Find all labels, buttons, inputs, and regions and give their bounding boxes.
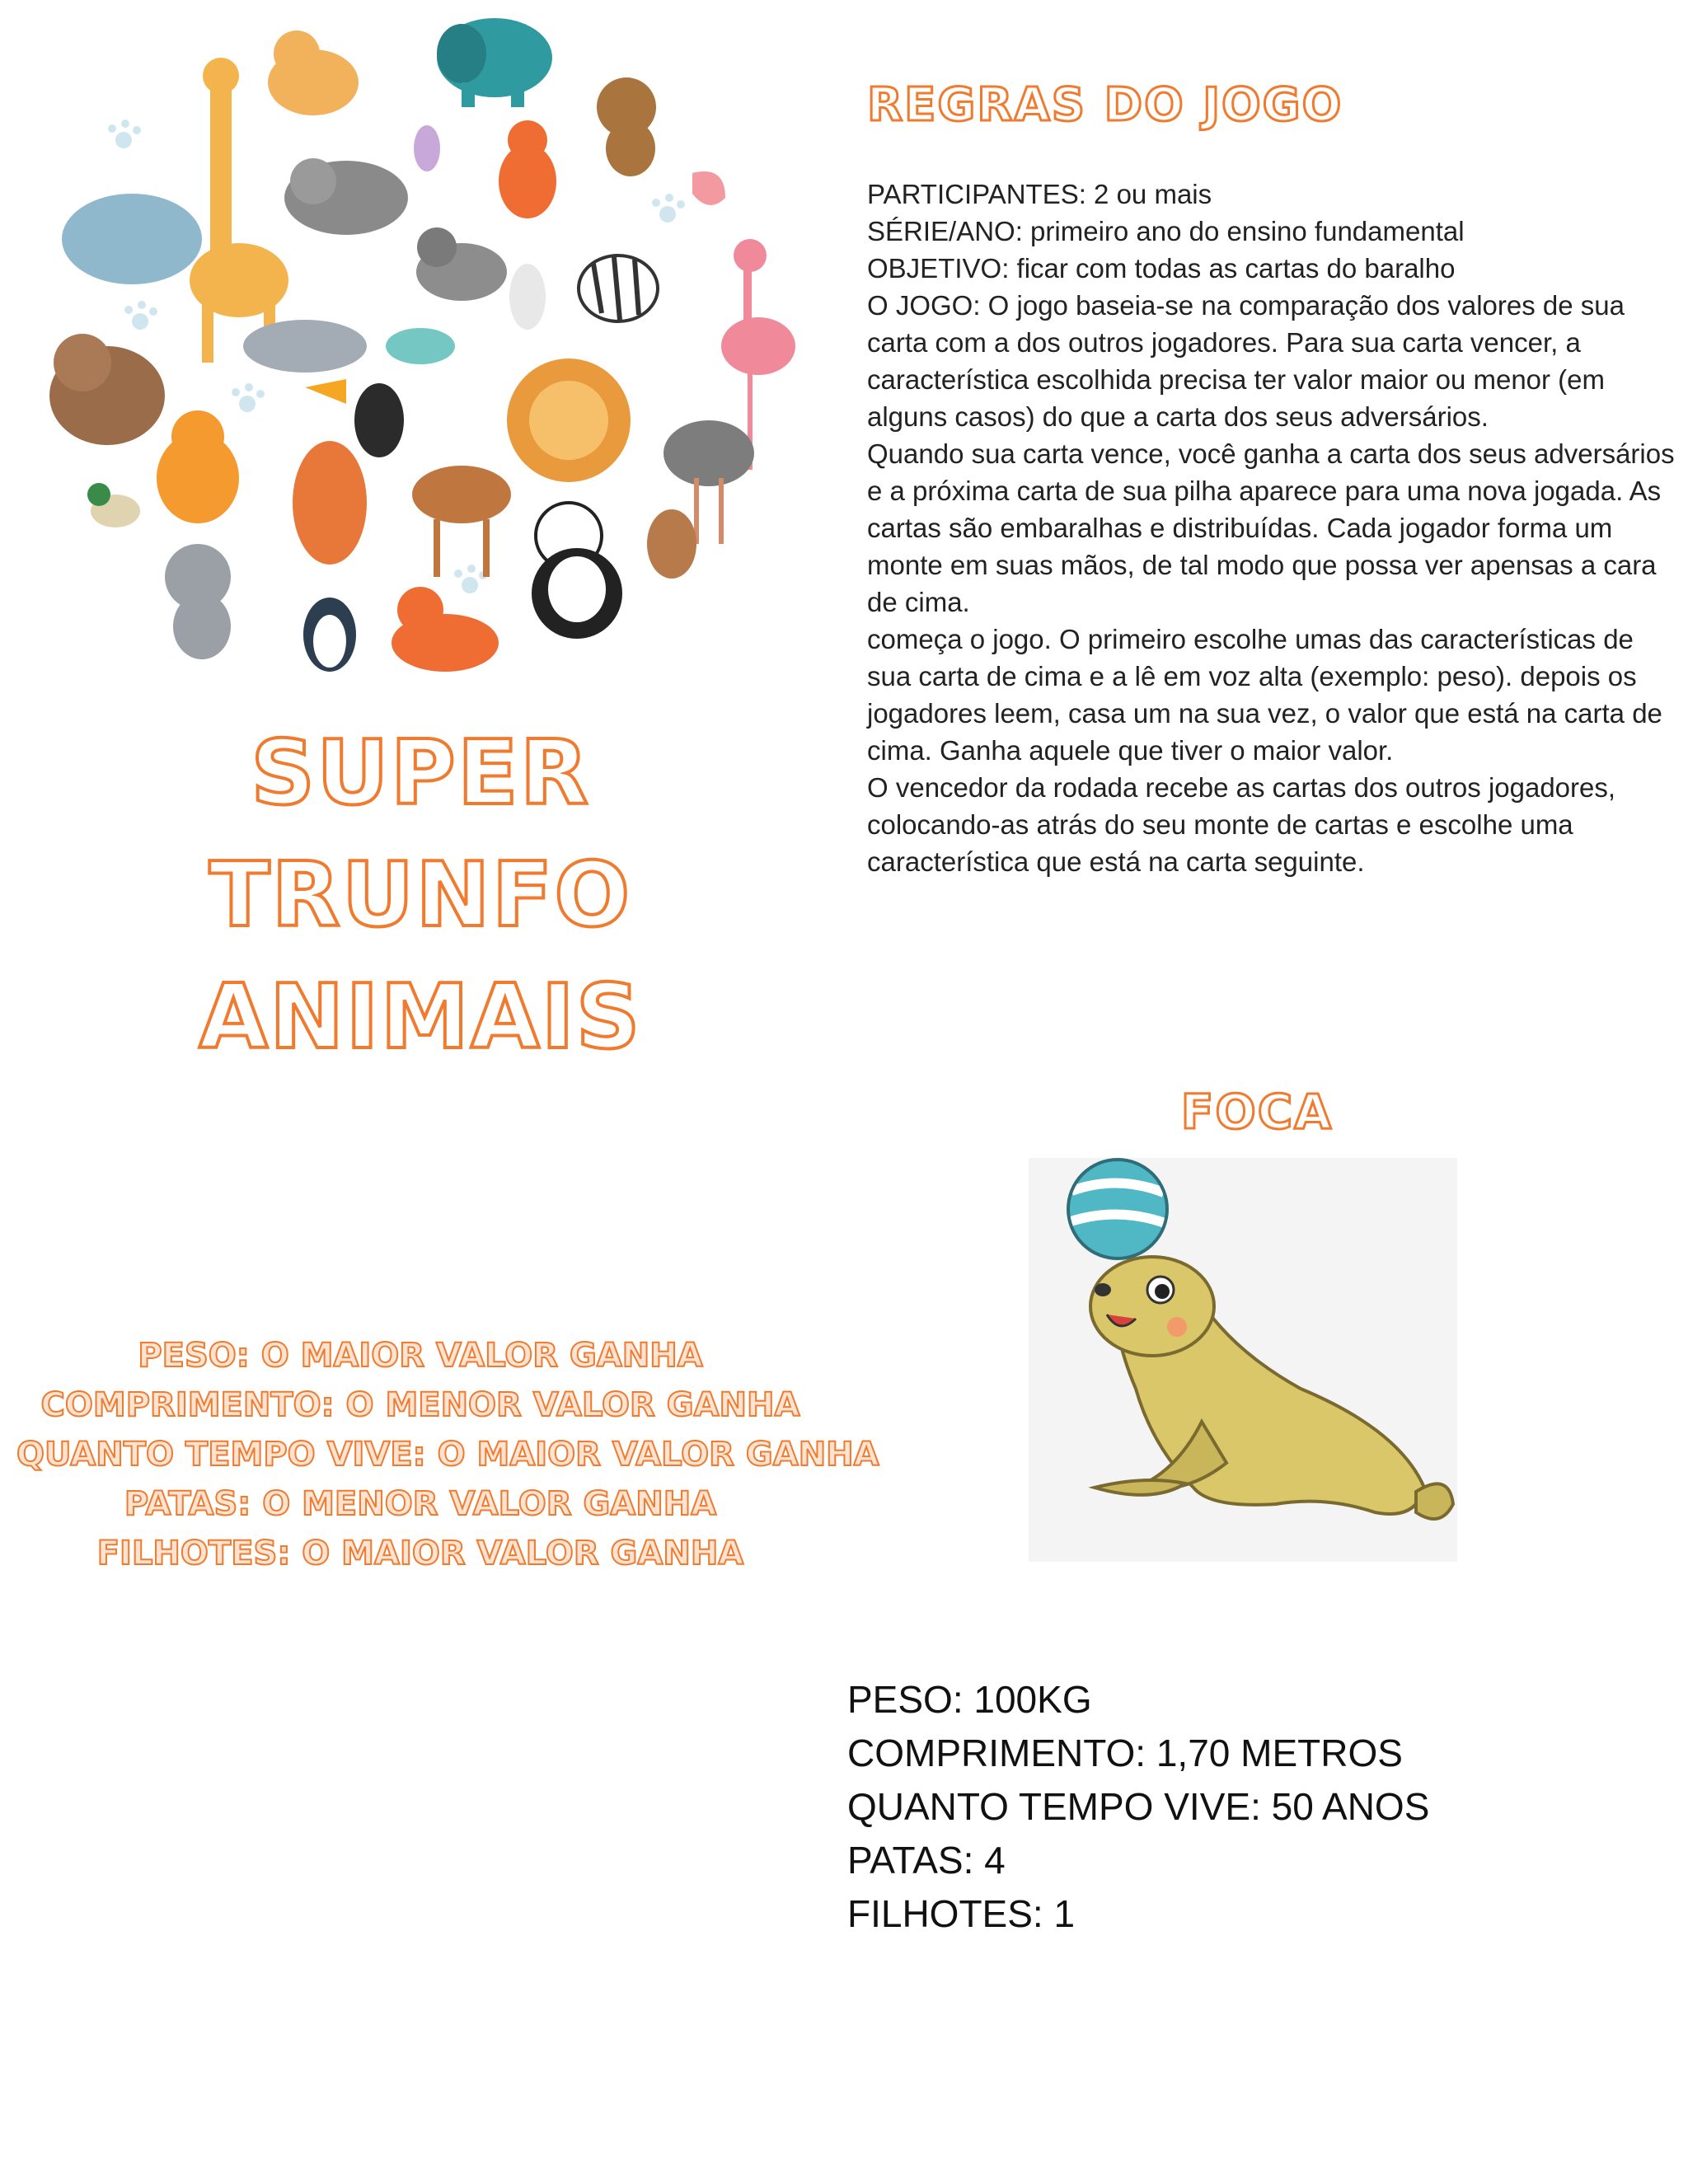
card-stat: PATAS: 4: [847, 1839, 1006, 1882]
main-title-line-2: ANIMAIS: [199, 966, 642, 1069]
rules-line: Quando sua carta vence, você ganha a carta dos seus adversários e a próxima carta de sua pilha aparece para uma nova jogada. As cartas são embaralhas e distribuídas. Cada jogador forma um monte em suas mãos, de tal modo que possa ver apensas a cara de cima.: [867, 438, 1682, 617]
criteria-item: PESO: O MAIOR VALOR GANHA: [138, 1337, 703, 1375]
rules-line: O vencedor da rodada recebe as cartas dos outros jogadores, colocando-as atrás do seu monte de cartas e escolhe uma característica que está na carta seguinte.: [867, 772, 1624, 877]
criteria-list: [16, 1331, 879, 1578]
card-stat: FILHOTES: 1: [847, 1892, 1076, 1935]
main-title-line-1: SUPER TRUNFO: [209, 722, 632, 947]
card-stat: QUANTO TEMPO VIVE: 50 ANOS: [847, 1785, 1430, 1828]
rules-line: O JOGO: O jogo baseia-se na comparação dos valores de sua carta com a dos outros jogadores. Para sua carta vencer, a característica escolhida precisa ter valor maior ou menor (em alguns casos) do que a carta dos seus adversários.: [867, 290, 1633, 432]
card-stats: [847, 1673, 1589, 1941]
animal-collage-image: [33, 8, 808, 692]
rules-line: OBJETIVO: ficar com todas as cartas do baralho: [867, 253, 1456, 284]
rules-line: SÉRIE/ANO: primeiro ano do ensino fundamental: [867, 216, 1465, 246]
criteria-item: PATAS: O MENOR VALOR GANHA: [124, 1485, 717, 1523]
rules-line: começa o jogo. O primeiro escolhe umas das características de sua carta de cima e a lê em voz alta (exemplo: peso). depois os jogadores leem, casa um na sua vez, o valor que está na carta de cima. Ganha aquele que tiver o maior valor.: [867, 624, 1671, 766]
card-title: FOCA: [1180, 1084, 1334, 1140]
criteria-item: COMPRIMENTO: O MENOR VALOR GANHA: [40, 1386, 800, 1424]
criteria-item: QUANTO TEMPO VIVE: O MAIOR VALOR GANHA: [16, 1436, 879, 1474]
seal-image: [1029, 1158, 1457, 1562]
card-stat: PESO: 100KG: [847, 1678, 1092, 1721]
rules-heading: REGRAS DO JOGO: [867, 78, 1343, 132]
criteria-item: FILHOTES: O MAIOR VALOR GANHA: [96, 1535, 744, 1572]
main-title: [49, 713, 791, 1079]
rules-line: PARTICIPANTES: 2 ou mais: [867, 179, 1212, 209]
card-stat: COMPRIMENTO: 1,70 METROS: [847, 1732, 1403, 1774]
rules-text: [867, 176, 1683, 880]
